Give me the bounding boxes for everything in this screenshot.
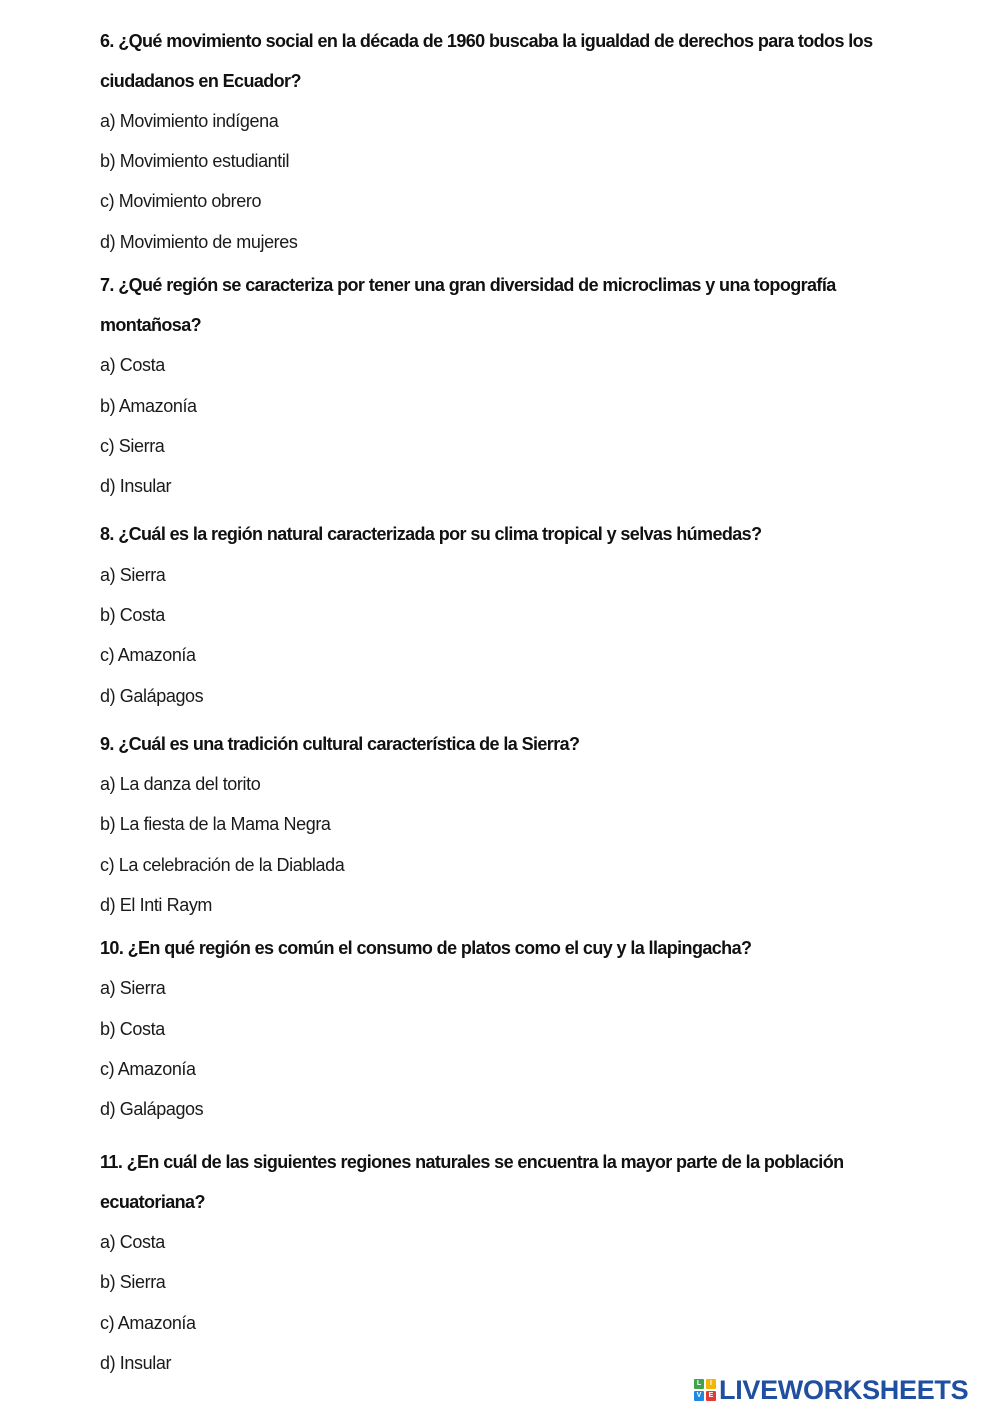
question-7-option-d[interactable]: d) Insular <box>100 476 172 496</box>
question-6-line-2: ciudadanos en Ecuador? <box>100 71 301 91</box>
question-9-option-c[interactable]: c) La celebración de la Diablada <box>100 855 345 875</box>
logo-letter-e: E <box>706 1391 716 1401</box>
question-8-option-a[interactable]: a) Sierra <box>100 565 166 585</box>
question-9-option-b[interactable]: b) La fiesta de la Mama Negra <box>100 814 331 834</box>
question-11-option-b[interactable]: b) Sierra <box>100 1272 166 1292</box>
question-8-option-c[interactable]: c) Amazonía <box>100 645 196 665</box>
liveworksheets-wordmark: LIVEWORKSHEETS <box>719 1375 969 1405</box>
liveworksheets-logo-icon <box>694 1379 716 1401</box>
question-7-option-a[interactable]: a) Costa <box>100 355 165 375</box>
question-6-option-d[interactable]: d) Movimiento de mujeres <box>100 232 298 252</box>
logo-letter-l: L <box>694 1379 704 1389</box>
question-9-line-1: 9. ¿Cuál es una tradición cultural característica de la Sierra? <box>100 734 580 754</box>
question-11-option-c[interactable]: c) Amazonía <box>100 1313 196 1333</box>
question-11-line-1: 11. ¿En cuál de las siguientes regiones naturales se encuentra la mayor parte de la población <box>100 1152 844 1172</box>
question-11-option-d[interactable]: d) Insular <box>100 1353 172 1373</box>
question-11-option-a[interactable]: a) Costa <box>100 1232 165 1252</box>
liveworksheets-brand <box>694 1374 968 1406</box>
question-7-option-c[interactable]: c) Sierra <box>100 436 165 456</box>
question-7-line-1: 7. ¿Qué región se caracteriza por tener una gran diversidad de microclimas y una topografía <box>100 275 836 295</box>
question-8-option-d[interactable]: d) Galápagos <box>100 686 204 706</box>
question-8-line-1: 8. ¿Cuál es la región natural caracterizada por su clima tropical y selvas húmedas? <box>100 524 762 544</box>
question-11-line-2: ecuatoriana? <box>100 1192 205 1212</box>
question-10-option-d[interactable]: d) Galápagos <box>100 1099 204 1119</box>
question-7-line-2: montañosa? <box>100 315 202 335</box>
question-10-option-c[interactable]: c) Amazonía <box>100 1059 196 1079</box>
question-9-option-a[interactable]: a) La danza del torito <box>100 774 261 794</box>
question-6-option-c[interactable]: c) Movimiento obrero <box>100 191 262 211</box>
question-10-line-1: 10. ¿En qué región es común el consumo de platos como el cuy y la llapingacha? <box>100 938 752 958</box>
question-10-option-a[interactable]: a) Sierra <box>100 978 166 998</box>
question-6-line-1: 6. ¿Qué movimiento social en la década de 1960 buscaba la igualdad de derechos para todos los <box>100 31 873 51</box>
logo-letter-i: I <box>706 1379 716 1389</box>
question-6-option-b[interactable]: b) Movimiento estudiantil <box>100 151 290 171</box>
question-9-option-d[interactable]: d) El Inti Raym <box>100 895 213 915</box>
question-8-option-b[interactable]: b) Costa <box>100 605 165 625</box>
question-6-option-a[interactable]: a) Movimiento indígena <box>100 111 279 131</box>
logo-letter-v: V <box>694 1391 704 1401</box>
question-10-option-b[interactable]: b) Costa <box>100 1019 165 1039</box>
question-7-option-b[interactable]: b) Amazonía <box>100 396 197 416</box>
